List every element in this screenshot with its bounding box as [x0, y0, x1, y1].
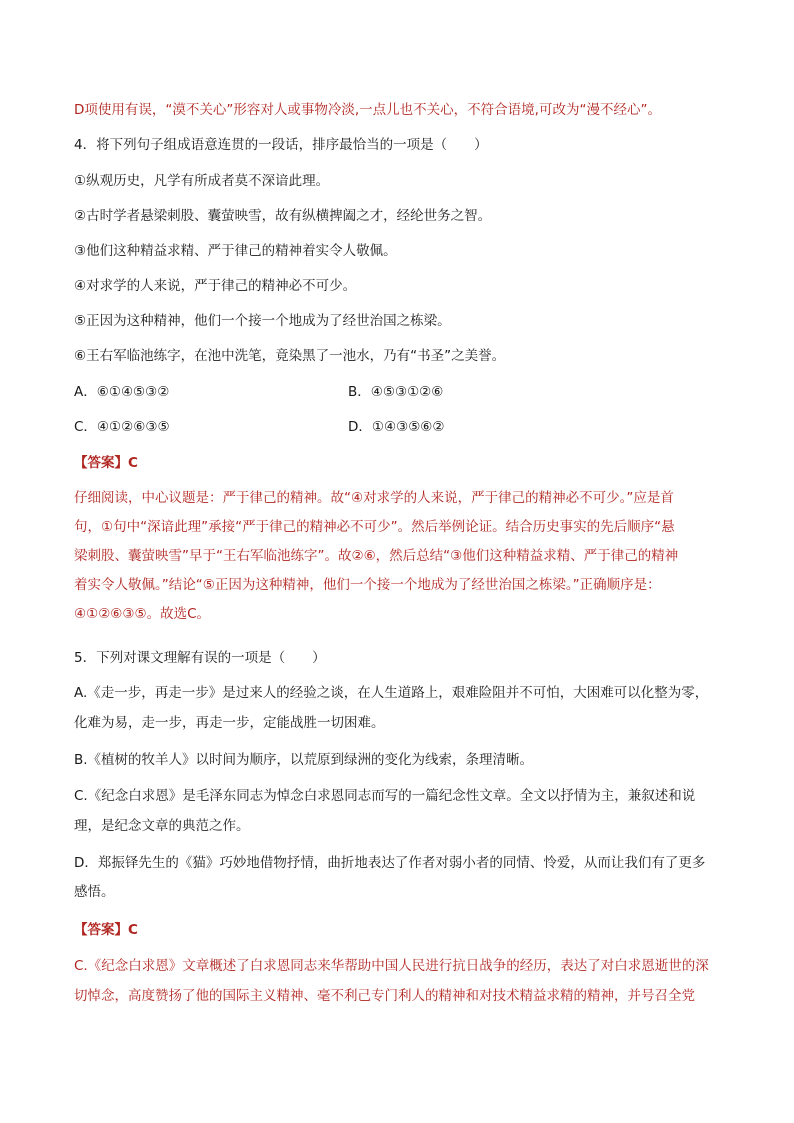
- q4-sentence: ②古时学者悬梁刺股、囊萤映雪，故有纵横捭阖之才，经纶世务之智。: [74, 208, 492, 224]
- q4-sentence: ①纵观历史，凡学有所成者莫不深谙此理。: [74, 173, 330, 189]
- q5-option-line: C.《纪念白求恩》是毛泽东同志为悼念白求恩同志而写的一篇纪念性文章。全文以抒情为主，兼叙述和说: [74, 788, 696, 804]
- q4-option-b: B．④⑤③①②⑥: [348, 384, 444, 400]
- q5-option-line: 感悟。: [74, 884, 115, 900]
- q4-answer: 【答案】C: [74, 455, 138, 471]
- previous-explanation: D项使用有误，“漠不关心”形容对人或事物冷淡,一点儿也不关心，不符合语境,可改为“漫不经心”。: [74, 102, 661, 118]
- q4-sentence: ⑥王右军临池练字，在池中洗笔，竟染黑了一池水，乃有“书圣”之美誉。: [74, 348, 506, 364]
- q4-explanation-line: 着实令人敬佩。”结论“⑤正因为这种精神，他们一个接一个地成为了经世治国之栋梁。”正确顺序是：: [74, 577, 661, 593]
- q5-option-line: 化难为易，走一步，再走一步，定能战胜一切困难。: [74, 715, 385, 731]
- q4-explanation-line: 梁刺股、囊萤映雪”早于“王右军临池练字”。故②⑥，然后总结“③他们这种精益求精、严于律己的精神: [74, 548, 679, 564]
- q4-option-c: C．④①②⑥③⑤: [74, 419, 170, 435]
- q5-option-line: 理，是纪念文章的典范之作。: [74, 818, 250, 834]
- q5-answer: 【答案】C: [74, 922, 138, 938]
- q4-explanation-line: 仔细阅读，中心议题是：严于律己的精神。故“④对求学的人来说，严于律己的精神必不可少。”应是首: [74, 490, 674, 506]
- q4-option-a: A．⑥①④⑤③②: [74, 384, 170, 400]
- q4-sentence: ③他们这种精益求精、严于律己的精神着实令人敬佩。: [74, 243, 397, 259]
- q5-stem: 5．下列对课文理解有误的一项是（ ）: [74, 650, 326, 666]
- q5-explanation-line: 切悼念，高度赞扬了他的国际主义精神、毫不利己专门利人的精神和对技术精益求精的精神，并号召全党: [74, 988, 695, 1004]
- q5-option-line: A.《走一步，再走一步》是过来人的经验之谈，在人生道路上，艰难险阻并不可怕，大困难可以化整为零，: [74, 685, 709, 701]
- q4-stem: 4．将下列句子组成语意连贯的一段话，排序最恰当的一项是（ ）: [74, 137, 488, 153]
- q4-explanation-line: 句，①句中“深谙此理”承接“严于律己的精神必不可少”。然后举例论证。结合历史事实的先后顺序“悬: [74, 519, 675, 535]
- q4-sentence: ④对求学的人来说，严于律己的精神必不可少。: [74, 278, 357, 294]
- q4-explanation-line: ④①②⑥③⑤。故选C。: [74, 606, 211, 622]
- q4-sentence: ⑤正因为这种精神，他们一个接一个地成为了经世治国之栋梁。: [74, 313, 451, 329]
- q5-explanation-line: C.《纪念白求恩》文章概述了白求恩同志来华帮助中国人民进行抗日战争的经历，表达了对白求恩逝世的深: [74, 958, 709, 974]
- q5-option-line: D．郑振铎先生的《猫》巧妙地借物抒情，曲折地表达了作者对弱小者的同情、怜爱，从而让我们有了更多: [74, 855, 706, 871]
- q5-option-line: B.《植树的牧羊人》以时间为顺序，以荒原到绿洲的变化为线索，条理清晰。: [74, 752, 534, 768]
- q4-option-d: D．①④③⑤⑥②: [348, 419, 445, 435]
